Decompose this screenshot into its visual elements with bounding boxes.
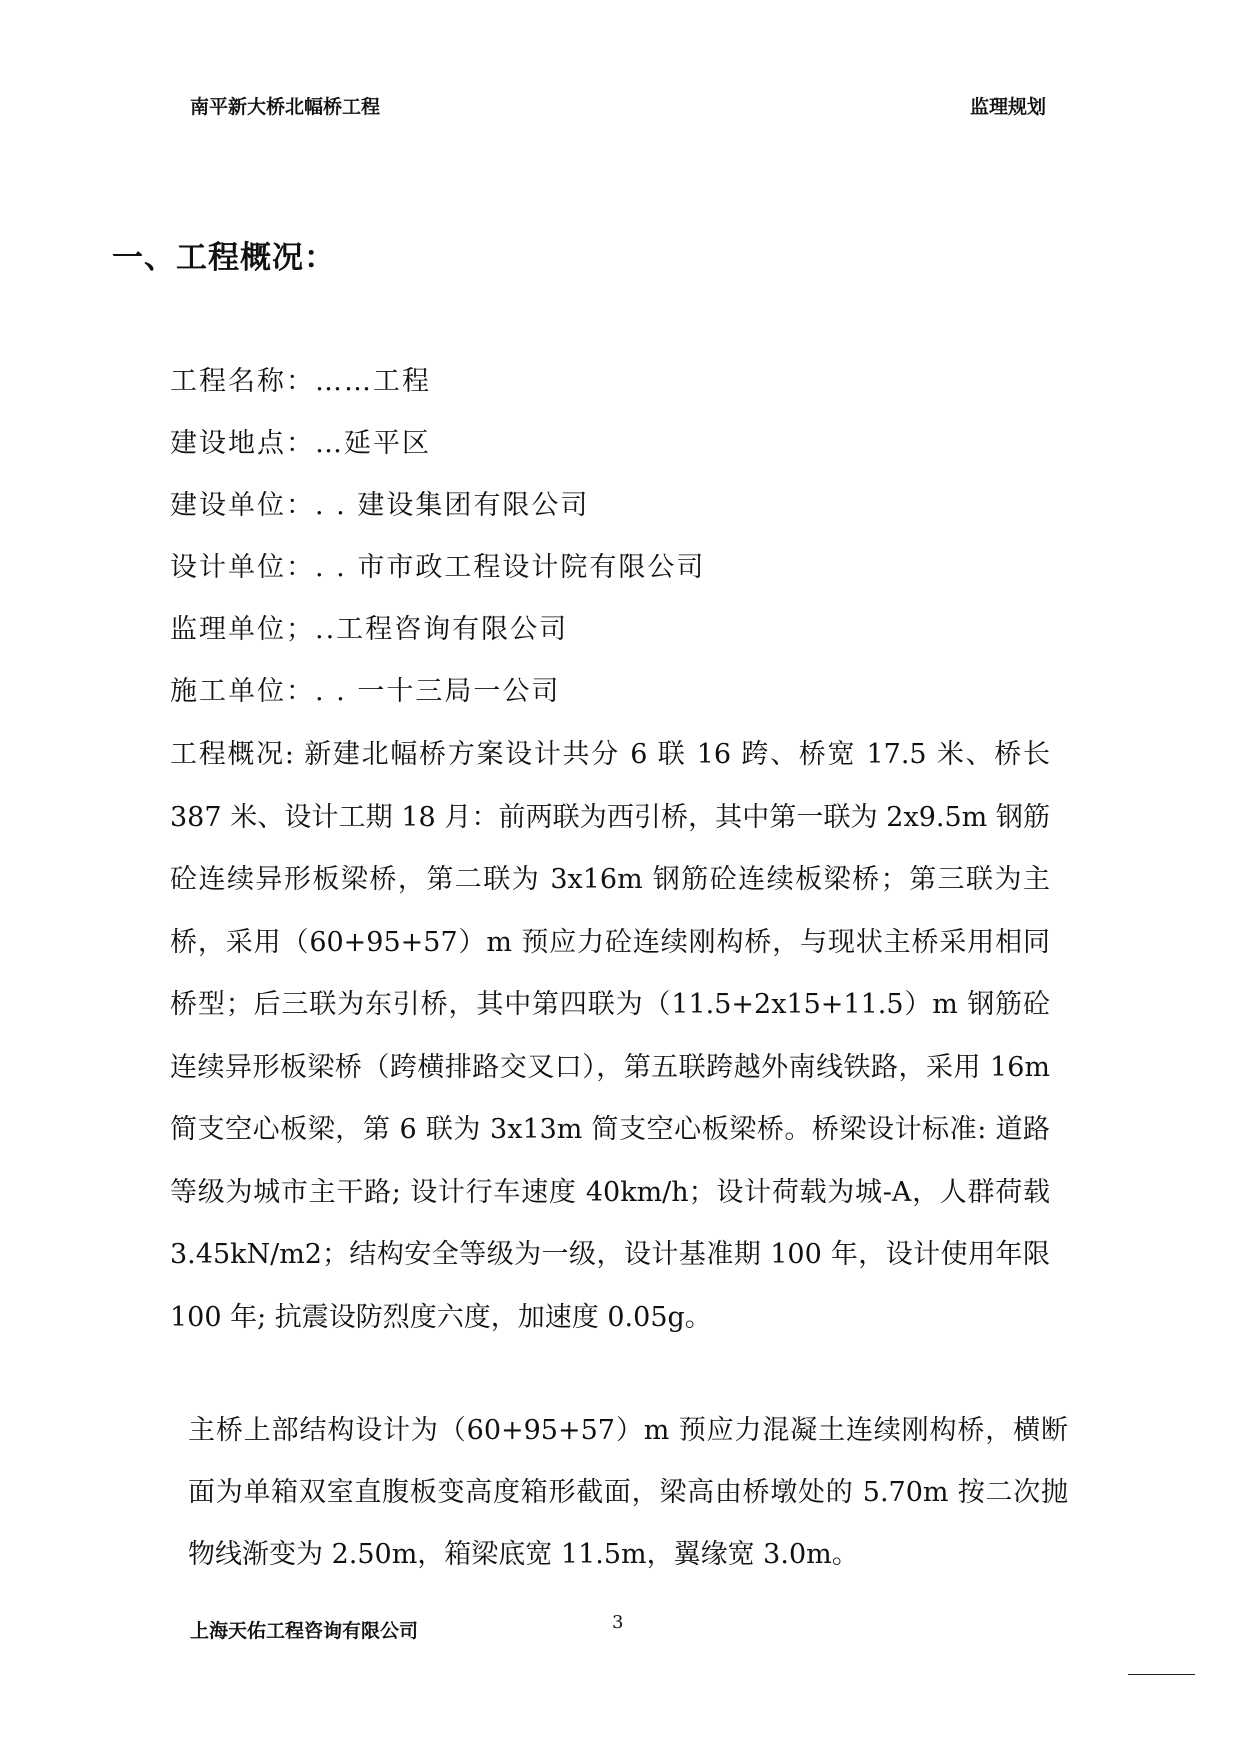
section-title: 一、工程概况： xyxy=(112,240,336,276)
field-construction-site: 建设地点：…延平区 xyxy=(170,428,431,459)
field-designer: 设计单位：. . 市市政工程设计院有限公司 xyxy=(170,552,706,583)
footer-company: 上海天佑工程咨询有限公司 xyxy=(190,1620,419,1642)
field-contractor: 施工单位：. . 一十三局一公司 xyxy=(170,676,561,707)
header-document-type: 监理规划 xyxy=(970,96,1047,118)
field-project-name: 工程名称：……工程 xyxy=(170,366,431,397)
header-project-name: 南平新大桥北幅桥工程 xyxy=(190,96,381,118)
footer-rule xyxy=(1128,1674,1195,1675)
page-number: 3 xyxy=(612,1612,624,1633)
field-owner: 建设单位：. . 建设集团有限公司 xyxy=(170,490,590,521)
main-bridge-paragraph: 主桥上部结构设计为（60+95+57）m 预应力混凝土连续刚构桥，横断面为单箱双室直腹板变高度箱形截面，梁高由桥墩处的 5.70m 按二次抛物线渐变为 2.50m，箱梁底宽 11.5m，翼缘宽 3.0m。 xyxy=(188,1415,1068,1570)
field-supervisor: 监理单位；..工程咨询有限公司 xyxy=(170,614,569,645)
overview-paragraph: 工程概况: 新建北幅桥方案设计共分 6 联 16 跨、桥宽 17.5 米、桥长 387 米、设计工期 18 月：前两联为西引桥，其中第一联为 2x9.5m 钢筋砼连续异形板梁桥，第二联为 3x16m 钢筋砼连续板梁桥；第三联为主桥，采用（60+95+57）m 预应力砼连续刚构桥，与现状主桥采用相同桥型；后三联为东引桥，其中第四联为（11.5+2x15+11.5）m 钢筋砼连续异形板梁桥（跨横排路交叉口），第五联跨越外南线铁路，采用 16m 简支空心板梁，第 6 联为 3x13m 简支空心板梁桥。桥梁设计标准: 道路等级为城市主干路; 设计行车速度 40km/h；设计荷载为城-A，人群荷载 3.45kN/m2；结构安全等级为一级，设计基准期 100 年，设计使用年限 100 年; 抗震设防烈度六度，加速度 0.05g。 xyxy=(170,739,1050,1333)
